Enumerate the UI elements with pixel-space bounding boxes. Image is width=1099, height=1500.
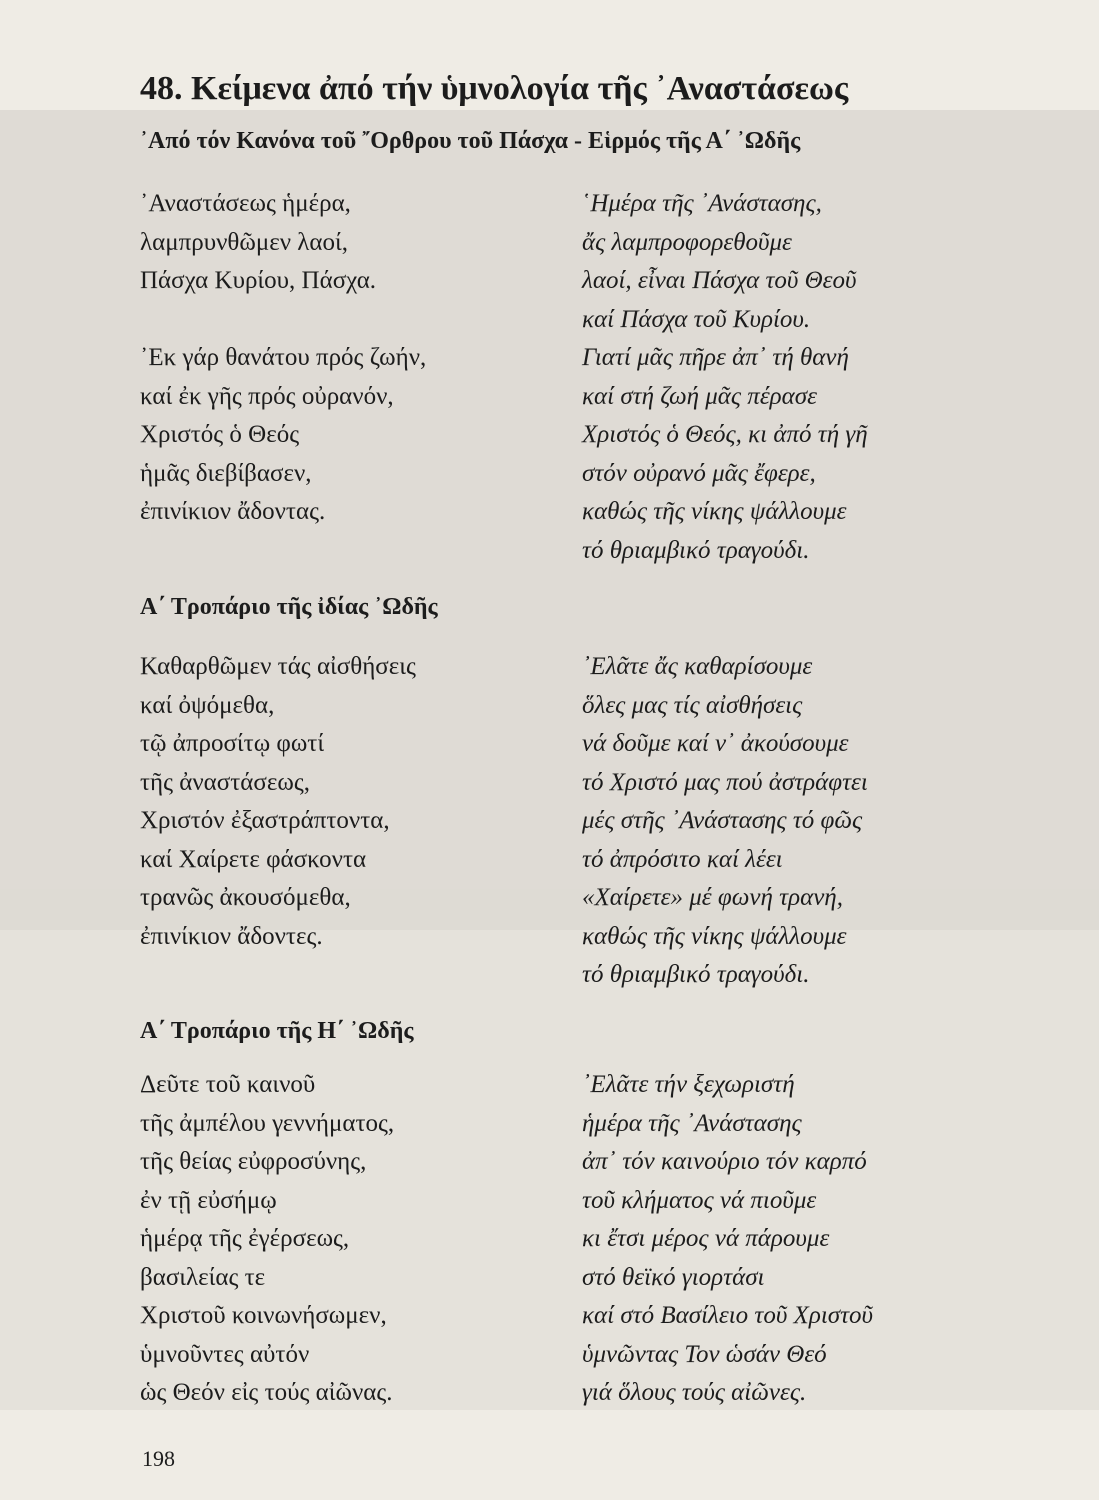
troparion-heading: Α΄ Τροπάριο τῆς ἰδίας ᾿Ωδῆς <box>140 594 438 620</box>
verse-line: τῷ ἀπροσίτῳ φωτί <box>140 730 325 757</box>
troparion-heading: Α΄ Τροπάριο τῆς Η΄ ᾿Ωδῆς <box>140 1018 414 1044</box>
verse-line: ἄς λαμπροφορεθοῦμε <box>582 228 792 256</box>
verse-line: Χριστός ὁ Θεός <box>140 421 300 448</box>
verse-line: «Χαίρετε» μέ φωνή τρανή, <box>582 884 843 911</box>
verse-line: ὑμνοῦντες αὐτόν <box>140 1340 310 1368</box>
verse-line: βασιλείας τε <box>140 1263 266 1291</box>
verse-line: καί ὀψόμεθα, <box>140 691 275 719</box>
verse-line: στόν οὐρανό μᾶς ἔφερε, <box>582 459 816 487</box>
verse-line: καθώς τῆς νίκης ψάλλουμε <box>582 922 847 950</box>
verse-line: καί ἐκ γῆς πρός οὐρανόν, <box>140 382 394 410</box>
verse-line: ῾Ημέρα τῆς ᾿Ανάστασης, <box>582 190 822 217</box>
verse-line: νά δοῦμε καί ν᾿ ἀκούσουμε <box>582 730 849 757</box>
verse-line: τό ἀπρόσιτο καί λέει <box>582 845 783 873</box>
verse-line: ᾿Αναστάσεως ἡμέρα, <box>140 190 351 217</box>
verse-line: τῆς ἀναστάσεως, <box>140 768 310 796</box>
page-number: 198 <box>142 1446 175 1471</box>
verse-line: καί στή ζωή μᾶς πέρασε <box>582 382 817 410</box>
verse-line: τό θριαμβικό τραγούδι. <box>582 961 810 988</box>
verse-line: γιά ὅλους τούς αἰῶνες. <box>582 1379 807 1406</box>
verse-line: τῆς ἀμπέλου γεννήματος, <box>140 1109 395 1137</box>
verse-line: καί Χαίρετε φάσκοντα <box>140 845 367 873</box>
verse-line: ἐν τῇ εὐσήμῳ <box>140 1186 277 1214</box>
verse-line: ἐπινίκιον ἄδοντας. <box>140 498 326 525</box>
modern-translation-column-1 <box>582 185 868 570</box>
greek-original-column-1 <box>140 185 426 532</box>
modern-translation-column-3 <box>582 1066 873 1413</box>
greek-original-column-3 <box>140 1066 394 1413</box>
verse-line: τῆς θείας εὐφροσύνης, <box>140 1148 367 1175</box>
verse-line <box>140 301 426 340</box>
modern-translation-column-2 <box>582 648 868 995</box>
verse-line: τό θριαμβικό τραγούδι. <box>582 536 810 564</box>
verse-line: καθώς τῆς νίκης ψάλλουμε <box>582 498 847 525</box>
verse-line: κι ἔτσι μέρος νά πάρουμε <box>582 1225 830 1252</box>
verse-line: λαοί, εἶναι Πάσχα τοῦ Θεοῦ <box>582 267 857 294</box>
verse-line: ᾿Ελᾶτε ἄς καθαρίσουμε <box>582 653 813 680</box>
section-subtitle: ᾿Από τόν Κανόνα τοῦ ῎Ορθρου τοῦ Πάσχα - Εἱρμός τῆς Α΄ ᾿Ωδῆς <box>140 128 801 154</box>
verse-line: μές στῆς ᾿Ανάστασης τό φῶς <box>582 807 863 834</box>
verse-line: Γιατί μᾶς πῆρε ἀπ᾿ τή θανή <box>582 344 849 371</box>
verse-line: τρανῶς ἀκουσόμεθα, <box>140 884 351 911</box>
verse-line: Χριστόν ἐξαστράπτοντα, <box>140 807 390 834</box>
verse-line: ὡς Θεόν εἰς τούς αἰῶνας. <box>140 1379 393 1406</box>
verse-line: ἡμᾶς διεβίβασεν, <box>140 459 312 487</box>
verse-line: τό Χριστό μας πού ἀστράφτει <box>582 768 868 796</box>
verse-line: ἐπινίκιον ἄδοντες. <box>140 922 323 950</box>
verse-line: Καθαρθῶμεν τάς αἰσθήσεις <box>140 653 416 680</box>
verse-line: ὑμνῶντας Τον ὡσάν Θεό <box>582 1340 827 1368</box>
greek-original-column-2 <box>140 648 416 956</box>
verse-line: ἡμέρα τῆς ᾿Ανάστασης <box>582 1109 802 1137</box>
page-title: 48. Κείμενα ἀπό τήν ὑμνολογία τῆς ᾿Αναστάσεως <box>140 70 849 107</box>
verse-line: Δεῦτε τοῦ καινοῦ <box>140 1071 316 1098</box>
verse-line: καί Πάσχα τοῦ Κυρίου. <box>582 305 811 333</box>
verse-line: ἡμέρᾳ τῆς ἐγέρσεως, <box>140 1225 350 1252</box>
verse-line: Πάσχα Κυρίου, Πάσχα. <box>140 267 377 294</box>
verse-line: στό θεϊκό γιορτάσι <box>582 1263 765 1291</box>
verse-line: ᾿Ελᾶτε τήν ξεχωριστή <box>582 1071 795 1098</box>
verse-line: Χριστοῦ κοινωνήσωμεν, <box>140 1302 387 1329</box>
verse-line: λαμπρυνθῶμεν λαοί, <box>140 228 348 256</box>
verse-line: τοῦ κλήματος νά πιοῦμε <box>582 1186 817 1214</box>
verse-line: ᾿Εκ γάρ θανάτου πρός ζωήν, <box>140 344 427 371</box>
verse-line: ἀπ᾿ τόν καινούριο τόν καρπό <box>582 1148 867 1175</box>
verse-line: ὅλες μας τίς αἰσθήσεις <box>582 691 803 719</box>
verse-line: Χριστός ὁ Θεός, κι ἀπό τή γῆ <box>582 421 868 448</box>
verse-line: καί στό Βασίλειο τοῦ Χριστοῦ <box>582 1302 874 1329</box>
